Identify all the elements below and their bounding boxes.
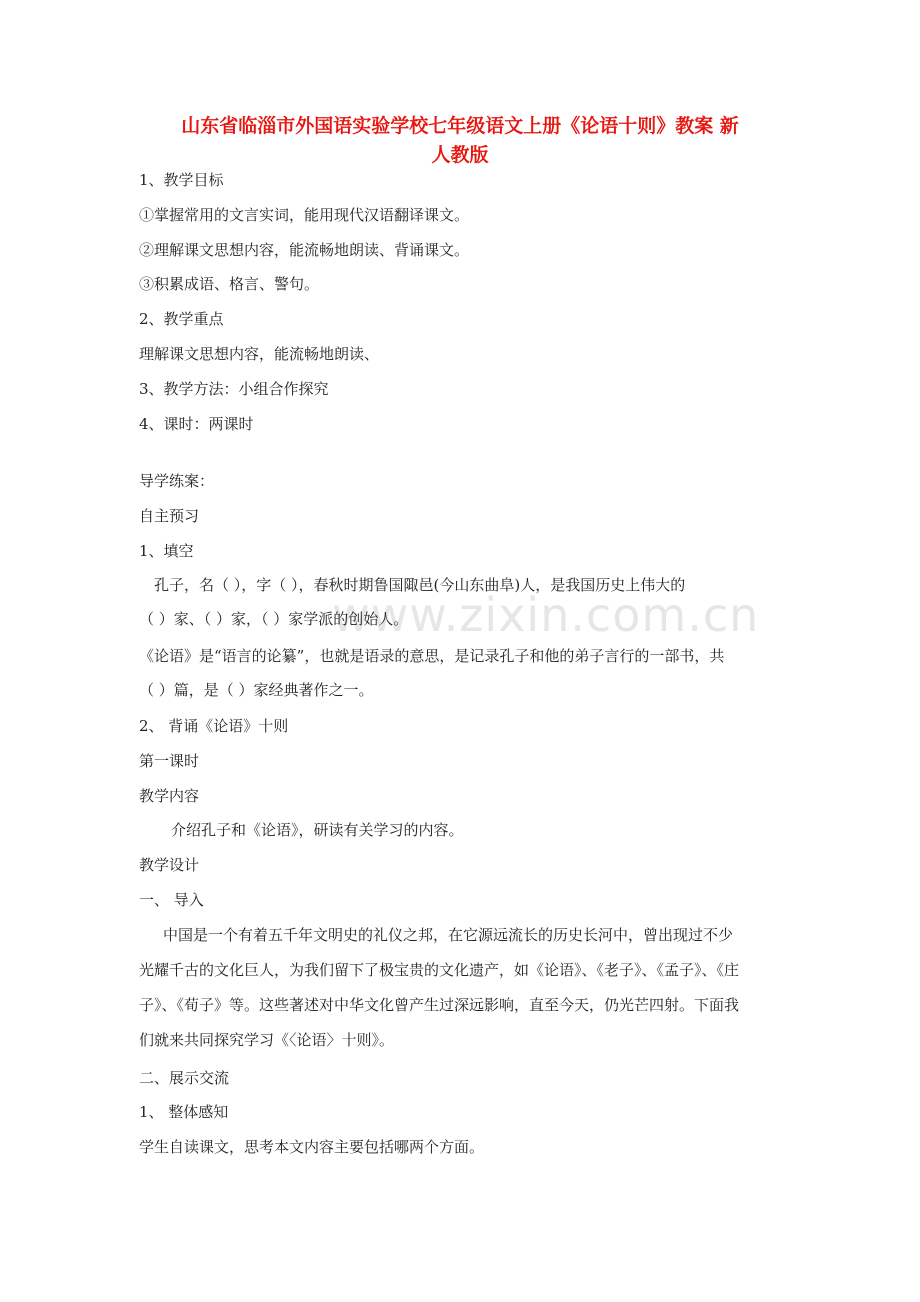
paragraph: ③积累成语、格言、警句。 <box>139 275 320 293</box>
paragraph: 子》、《荀子》等。这些著述对中华文化曾产生过深远影响，直至今天，仍光芒四射。下面我 <box>139 996 740 1014</box>
paragraph: ①掌握常用的文言实词，能用现代汉语翻译课文。 <box>139 206 470 224</box>
section-heading: 3、教学方法：小组合作探究 <box>139 380 329 398</box>
paragraph: 介绍孔子和《论语》，研读有关学习的内容。 <box>171 821 464 839</box>
paragraph: 理解课文思想内容，能流畅地朗读、 <box>139 345 380 363</box>
section-heading: 1、教学目标 <box>139 171 224 189</box>
paragraph: 光耀千古的文化巨人，为我们留下了极宝贵的文化遗产，如《论语》、《老子》、《孟子》、《庄 <box>139 961 740 979</box>
paragraph: 孔子，名（ ），字（ ），春秋时期鲁国陬邑(今山东曲阜)人，是我国历史上伟大的 <box>154 576 686 594</box>
section-heading: 导学练案： <box>139 472 215 490</box>
section-heading: 1、 整体感知 <box>139 1103 229 1121</box>
section-heading: 2、 背诵《论语》十则 <box>139 717 289 735</box>
section-heading: 一、 导入 <box>139 891 204 909</box>
section-heading: 1、填空 <box>139 542 194 560</box>
section-heading: 二、展示交流 <box>139 1069 230 1087</box>
paragraph: 《论语》是“语言的论纂”，也就是语录的意思，是记录孔子和他的弟子言行的一部书，共 <box>139 647 725 665</box>
watermark: www.zixin.com.cn <box>332 588 760 642</box>
paragraph: （ ）篇，是（ ）家经典著作之一。 <box>139 681 374 699</box>
paragraph: （ ）家、（ ）家，（ ）家学派的创始人。 <box>139 610 409 628</box>
section-heading: 教学设计 <box>139 856 200 874</box>
section-heading: 教学内容 <box>139 787 200 805</box>
paragraph: ②理解课文思想内容，能流畅地朗读、背诵课文。 <box>139 241 470 259</box>
section-heading: 4、课时：两课时 <box>139 415 254 433</box>
paragraph: 学生自读课文，思考本文内容主要包括哪两个方面。 <box>139 1138 485 1156</box>
title-line-2: 人教版 <box>431 144 489 166</box>
paragraph: 中国是一个有着五千年文明史的礼仪之邦，在它源远流长的历史长河中，曾出现过不少 <box>163 926 734 944</box>
section-heading: 第一课时 <box>139 752 200 770</box>
section-heading: 2、教学重点 <box>139 310 224 328</box>
paragraph: 们就来共同探究学习《〈论语〉十则》。 <box>139 1031 395 1049</box>
title-line-1: 山东省临淄市外国语实验学校七年级语文上册《论语十则》教案 新 <box>181 115 739 137</box>
document-title <box>120 112 800 170</box>
section-heading: 自主预习 <box>139 507 200 525</box>
